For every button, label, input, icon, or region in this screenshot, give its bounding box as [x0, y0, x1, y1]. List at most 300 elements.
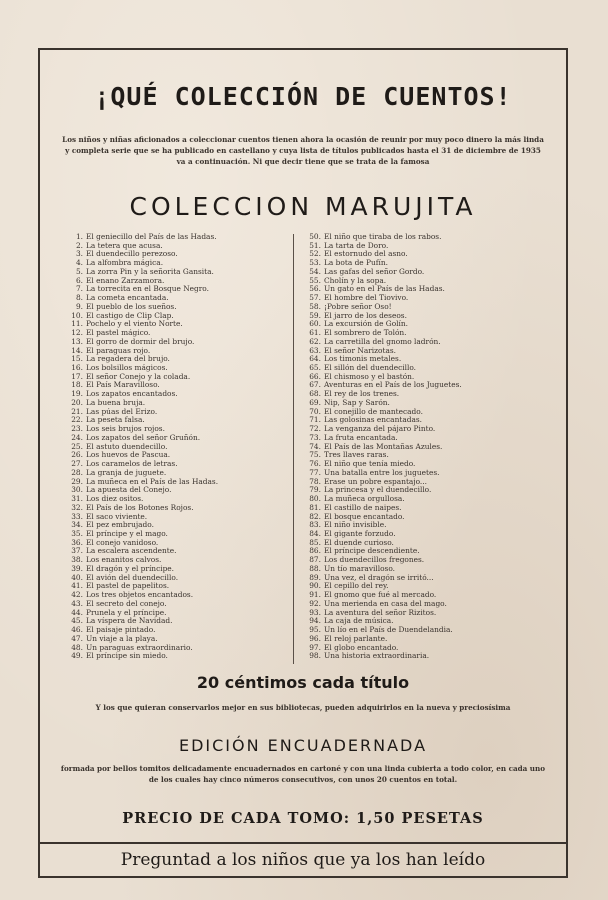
title-text: Los zapatos encantados.: [86, 390, 178, 399]
title-text: Un viaje a la playa.: [86, 634, 158, 643]
title-number: 73.: [309, 433, 321, 442]
list-item: [68, 399, 288, 408]
title-text: El gnomo que fué al mercado.: [324, 591, 437, 600]
title-text: Una batalla entre los juguetes.: [324, 468, 440, 477]
title-number: 56.: [309, 285, 321, 294]
title-number: 63.: [309, 346, 321, 355]
title-number: 13.: [71, 337, 83, 346]
title-text: La regadera del brujo.: [86, 355, 170, 364]
list-item: [68, 521, 288, 530]
title-text: La alfombra mágica.: [86, 259, 164, 268]
title-text: El chismoso y el bastón.: [324, 372, 415, 381]
title-number: 19.: [71, 390, 83, 399]
title-number: 25.: [71, 442, 83, 451]
title-number: 72.: [309, 425, 321, 434]
list-item: [306, 539, 546, 548]
list-item: [68, 626, 288, 635]
title-text: Los caramelos de letras.: [86, 460, 178, 469]
title-text: El reloj parlante.: [324, 634, 388, 643]
list-item: [306, 312, 546, 321]
title-text: La cometa encantada.: [86, 294, 169, 303]
title-text: La torrecita en el Bosque Negro.: [86, 285, 209, 294]
title-text: La peseta falsa.: [86, 416, 145, 425]
title-text: Un tío maravilloso.: [324, 564, 396, 573]
title-number: 5.: [75, 267, 83, 276]
title-number: 45.: [71, 617, 83, 626]
title-number: 88.: [309, 564, 321, 573]
title-number: 97.: [309, 643, 321, 652]
bound-edition-note: Y los que quieran conservarlos mejor en sus bibliotecas, pueden adquirirlos en la nueva y preciosísima: [95, 703, 511, 712]
title-text: El astuto duendecillo.: [86, 442, 168, 451]
title-text: La tarta de Doro.: [324, 241, 389, 250]
list-item: [306, 399, 546, 408]
title-number: 40.: [71, 573, 83, 582]
title-number: 36.: [71, 538, 83, 547]
title-number: 77.: [309, 468, 321, 477]
title-text: La carretilla del gnomo ladrón.: [324, 337, 441, 346]
list-item: [306, 338, 546, 347]
list-item: [68, 285, 288, 294]
list-item: [306, 556, 546, 565]
title-text: Los seis brujos rojos.: [86, 425, 165, 434]
title-number: 95.: [309, 626, 321, 635]
footer-slogan: Preguntad a los niños que ya los han leído: [120, 850, 486, 870]
list-item: [68, 635, 288, 644]
titles-list-right: [306, 233, 546, 661]
list-item: [68, 312, 288, 321]
title-number: 14.: [71, 346, 83, 355]
bound-edition-title: EDICIÓN ENCUADERNADA: [178, 736, 428, 755]
title-text: La princesa y el duendecillo.: [324, 486, 432, 495]
list-item: [306, 652, 546, 661]
title-text: La zorra Pin y la señorita Gansita.: [86, 267, 214, 276]
title-text: El castillo de naipes.: [324, 503, 402, 512]
title-number: 21.: [71, 407, 83, 416]
list-item: [306, 486, 546, 495]
title-number: 55.: [309, 276, 321, 285]
title-text: El hombre del Tiovivo.: [324, 294, 409, 303]
title-text: Aventuras en el País de los Juguetes.: [324, 381, 462, 390]
title-text: Una historia extraordinaria.: [324, 652, 430, 661]
list-item: [306, 600, 546, 609]
column-divider: [293, 234, 294, 664]
list-item: [306, 390, 546, 399]
list-item: [68, 259, 288, 268]
title-number: 78.: [309, 477, 321, 486]
title-number: 52.: [309, 250, 321, 259]
title-number: 9.: [75, 302, 83, 311]
title-text: Tres llaves raras.: [324, 451, 389, 460]
title-text: Los duendecillos fregones.: [324, 556, 425, 565]
list-item: [68, 408, 288, 417]
list-item: [306, 268, 546, 277]
title-number: 43.: [71, 599, 83, 608]
title-text: El saco viviente.: [86, 512, 148, 521]
list-item: [68, 277, 288, 286]
title-text: El País de las Montañas Azules.: [324, 442, 443, 451]
title-text: El gigante forzudo.: [324, 529, 396, 538]
list-item: [68, 434, 288, 443]
title-text: El señor Conejo y la colada.: [86, 372, 191, 381]
title-text: Las gafas del señor Gordo.: [324, 267, 425, 276]
title-text: El conejo vanidoso.: [86, 538, 159, 547]
title-text: El paraguas rojo.: [86, 346, 151, 355]
title-number: 65.: [309, 364, 321, 373]
title-text: El pueblo de los sueños.: [86, 302, 177, 311]
title-text: Los timonis metales.: [324, 355, 402, 364]
title-number: 96.: [309, 634, 321, 643]
title-number: 49.: [71, 652, 83, 661]
list-item: [306, 443, 546, 452]
list-item: [68, 556, 288, 565]
title-number: 67.: [309, 381, 321, 390]
list-item: [68, 644, 288, 653]
list-item: [306, 416, 546, 425]
title-text: El País Maravilloso.: [86, 381, 160, 390]
list-item: [306, 451, 546, 460]
title-text: El pez embrujado.: [86, 521, 154, 530]
volume-price: PRECIO DE CADA TOMO: 1,50 PESETAS: [122, 810, 484, 827]
title-number: 51.: [309, 241, 321, 250]
title-number: 82.: [309, 512, 321, 521]
title-number: 24.: [71, 433, 83, 442]
list-item: [68, 460, 288, 469]
title-number: 10.: [71, 311, 83, 320]
title-text: Las golosinas encantadas.: [324, 416, 423, 425]
list-item: [68, 600, 288, 609]
title-number: 35.: [71, 529, 83, 538]
list-item: [68, 303, 288, 312]
title-number: 6.: [75, 276, 83, 285]
title-number: 15.: [71, 355, 83, 364]
title-number: 27.: [71, 460, 83, 469]
list-item: [68, 320, 288, 329]
title-number: 87.: [309, 556, 321, 565]
title-text: El sombrero de Tolón.: [324, 329, 407, 338]
list-item: [306, 425, 546, 434]
title-text: El duende curioso.: [324, 538, 394, 547]
title-number: 32.: [71, 503, 83, 512]
title-number: 59.: [309, 311, 321, 320]
list-item: [306, 294, 546, 303]
list-item: [306, 478, 546, 487]
list-item: [68, 355, 288, 364]
title-text: El bosque encantado.: [324, 512, 405, 521]
list-item: [68, 582, 288, 591]
title-text: El príncipe y el mago.: [86, 529, 168, 538]
title-text: Las púas del Erizo.: [86, 407, 158, 416]
title-number: 66.: [309, 372, 321, 381]
title-text: Los bolsillos mágicos.: [86, 364, 168, 373]
title-text: La fruta encantada.: [324, 433, 398, 442]
title-number: 46.: [71, 626, 83, 635]
title-number: 42.: [71, 591, 83, 600]
title-number: 16.: [71, 364, 83, 373]
title-text: El niño que tenía miedo.: [324, 460, 416, 469]
list-item: [68, 294, 288, 303]
headline: ¡QUÉ COLECCIÓN DE CUENTOS!: [94, 82, 512, 111]
title-number: 69.: [309, 398, 321, 407]
title-number: 98.: [309, 652, 321, 661]
title-number: 2.: [75, 241, 83, 250]
title-number: 75.: [309, 451, 321, 460]
title-text: Un gato en el País de las Hadas.: [324, 285, 445, 294]
title-number: 93.: [309, 608, 321, 617]
title-text: El gorro de dormir del brujo.: [86, 337, 195, 346]
title-text: El estornudo del asno.: [324, 250, 408, 259]
list-item: [68, 574, 288, 583]
title-number: 70.: [309, 407, 321, 416]
title-number: 38.: [71, 556, 83, 565]
title-text: Los diez ositos.: [86, 495, 144, 504]
list-item: [68, 565, 288, 574]
title-text: El pastel de papelitos.: [86, 582, 170, 591]
title-number: 8.: [75, 294, 83, 303]
title-text: Los tres objetos encantados.: [86, 591, 194, 600]
list-item: [306, 609, 546, 618]
list-item: [306, 250, 546, 259]
title-text: El señor Narizotas.: [324, 346, 396, 355]
title-text: El enano Zarzamora.: [86, 276, 165, 285]
title-number: 26.: [71, 451, 83, 460]
list-item: [68, 451, 288, 460]
list-item: [68, 329, 288, 338]
title-number: 58.: [309, 302, 321, 311]
list-item: [306, 355, 546, 364]
title-number: 4.: [75, 259, 83, 268]
title-number: 23.: [71, 425, 83, 434]
title-number: 71.: [309, 416, 321, 425]
list-item: [68, 425, 288, 434]
list-item: [68, 373, 288, 382]
list-item: [68, 469, 288, 478]
title-text: Una merienda en casa del mago.: [324, 599, 447, 608]
title-text: El rey de los trenes.: [324, 390, 400, 399]
title-text: El dragón y el príncipe.: [86, 564, 175, 573]
list-item: [306, 469, 546, 478]
collection-title: COLECCION MARUJITA: [129, 192, 477, 221]
title-text: La caja de música.: [324, 617, 394, 626]
title-number: 57.: [309, 294, 321, 303]
title-text: Un paraguas extraordinario.: [86, 643, 193, 652]
title-number: 11.: [71, 320, 83, 329]
list-item: [306, 329, 546, 338]
list-item: [68, 495, 288, 504]
title-number: 17.: [71, 372, 83, 381]
list-item: [306, 635, 546, 644]
title-text: El príncipe sin miedo.: [86, 652, 168, 661]
title-number: 86.: [309, 547, 321, 556]
title-number: 83.: [309, 521, 321, 530]
list-item: [68, 539, 288, 548]
title-number: 33.: [71, 512, 83, 521]
title-text: La escalera ascendente.: [86, 547, 177, 556]
list-item: [68, 609, 288, 618]
list-item: [306, 504, 546, 513]
title-number: 94.: [309, 617, 321, 626]
list-item: [306, 408, 546, 417]
title-text: La aventura del señor Rizitos.: [324, 608, 437, 617]
title-number: 48.: [71, 643, 83, 652]
title-number: 50.: [309, 233, 321, 241]
title-number: 3.: [75, 250, 83, 259]
title-number: 41.: [71, 582, 83, 591]
title-text: Nip, Sap y Sarón.: [324, 398, 390, 407]
title-text: El secreto del conejo.: [86, 599, 167, 608]
title-text: El niño que tiraba de los rabos.: [324, 233, 442, 241]
list-item: [68, 242, 288, 251]
list-item: [68, 347, 288, 356]
title-number: 37.: [71, 547, 83, 556]
title-number: 80.: [309, 495, 321, 504]
list-item: [306, 347, 546, 356]
list-item: [68, 504, 288, 513]
list-item: [68, 381, 288, 390]
title-text: La granja de juguete.: [86, 468, 167, 477]
title-text: La venganza del pájaro Pinto.: [324, 425, 436, 434]
list-item: [306, 644, 546, 653]
title-number: 74.: [309, 442, 321, 451]
title-text: El paisaje pintado.: [86, 626, 156, 635]
list-item: [68, 478, 288, 487]
title-number: 31.: [71, 495, 83, 504]
title-number: 47.: [71, 634, 83, 643]
list-item: [306, 381, 546, 390]
title-number: 61.: [309, 329, 321, 338]
title-text: El sillón del duendecillo.: [324, 364, 416, 373]
title-text: El globo encantado.: [324, 643, 399, 652]
title-text: La buena bruja.: [86, 398, 146, 407]
title-text: El castigo de Clip Clap.: [86, 311, 174, 320]
title-text: ¡Pobre señor Oso!: [324, 302, 392, 311]
title-number: 28.: [71, 468, 83, 477]
list-item: [68, 617, 288, 626]
title-text: El País de los Botones Rojos.: [86, 503, 194, 512]
title-text: El cepillo del rey.: [324, 582, 389, 591]
title-number: 34.: [71, 521, 83, 530]
list-item: [68, 486, 288, 495]
title-number: 92.: [309, 599, 321, 608]
title-text: La muñeca orgullosa.: [324, 495, 405, 504]
list-item: [306, 460, 546, 469]
list-item: [68, 364, 288, 373]
list-item: [306, 626, 546, 635]
list-item: [68, 591, 288, 600]
title-text: Los enanitos calvos.: [86, 556, 162, 565]
title-text: El avión del duendecillo.: [86, 573, 179, 582]
list-item: [306, 277, 546, 286]
list-item: [306, 373, 546, 382]
title-text: La apuesta del Conejo.: [86, 486, 172, 495]
title-number: 64.: [309, 355, 321, 364]
titles-list-left: [68, 233, 288, 661]
title-number: 7.: [75, 285, 83, 294]
list-item: [306, 582, 546, 591]
list-item: [68, 416, 288, 425]
title-text: Prunela y el príncipe.: [86, 608, 167, 617]
title-text: Un lío en el País de Duendelandia.: [324, 626, 453, 635]
title-number: 18.: [71, 381, 83, 390]
title-number: 60.: [309, 320, 321, 329]
list-item: [68, 652, 288, 661]
list-item: [68, 530, 288, 539]
title-number: 39.: [71, 564, 83, 573]
title-number: 89.: [309, 573, 321, 582]
list-item: [306, 530, 546, 539]
title-number: 20.: [71, 398, 83, 407]
list-item: [306, 364, 546, 373]
title-text: La excursión de Golín.: [324, 320, 408, 329]
list-item: [306, 574, 546, 583]
title-number: 90.: [309, 582, 321, 591]
title-text: El geniecillo del País de las Hadas.: [86, 233, 217, 241]
list-item: [306, 617, 546, 626]
title-text: La víspera de Navidad.: [86, 617, 173, 626]
title-number: 62.: [309, 337, 321, 346]
list-item: [306, 320, 546, 329]
title-text: Érase un pobre espantajo...: [324, 477, 427, 486]
title-text: Cholín y la sopa.: [324, 276, 387, 285]
list-item: [306, 303, 546, 312]
title-number: 91.: [309, 591, 321, 600]
title-number: 44.: [71, 608, 83, 617]
list-item: [306, 521, 546, 530]
title-number: 12.: [71, 329, 83, 338]
list-item: [306, 434, 546, 443]
title-number: 29.: [71, 477, 83, 486]
title-text: El conejillo de mantecado.: [324, 407, 423, 416]
title-text: El pastel mágico.: [86, 329, 151, 338]
list-item: [306, 285, 546, 294]
footer-divider: [38, 842, 568, 844]
list-item: [306, 495, 546, 504]
list-item: [68, 250, 288, 259]
bound-edition-description: formada por bellos tomitos delicadamente encuadernados en cartoné y con una linda cubierta a todo color, en cada uno de los cuales hay cinco números consecutivos, con unos 20 cuentos en total.: [60, 764, 546, 784]
list-item: [306, 233, 546, 242]
title-text: Una vez, el dragón se irritó...: [324, 573, 434, 582]
title-number: 1.: [75, 233, 83, 241]
title-text: La tetera que acusa.: [86, 241, 163, 250]
title-text: Los huevos de Pascua.: [86, 451, 171, 460]
title-number: 30.: [71, 486, 83, 495]
title-number: 79.: [309, 486, 321, 495]
list-item: [306, 591, 546, 600]
title-number: 85.: [309, 538, 321, 547]
list-item: [68, 268, 288, 277]
title-number: 84.: [309, 529, 321, 538]
title-number: 68.: [309, 390, 321, 399]
title-text: La muñeca en el País de las Hadas.: [86, 477, 219, 486]
list-item: [68, 233, 288, 242]
list-item: [306, 259, 546, 268]
list-item: [68, 443, 288, 452]
title-number: 76.: [309, 460, 321, 469]
title-text: Pochelo y el viento Norte.: [86, 320, 183, 329]
title-text: El duendecillo perezoso.: [86, 250, 178, 259]
title-text: Los zapatos del señor Gruñón.: [86, 433, 201, 442]
list-item: [306, 513, 546, 522]
price-per-title: 20 céntimos cada título: [196, 673, 410, 692]
intro-paragraph: Los niños y niñas aficionados a coleccionar cuentos tienen ahora la ocasión de reunir por muy poco dinero la más linda y completa serie que se ha publicado en castellano y cuya lista de títulos publicados hasta el 31 de diciembre de 1935 va a continuación. Ni que decir tiene que se trata de la famosa: [62, 135, 544, 166]
title-text: El jarro de los deseos.: [324, 311, 407, 320]
title-number: 81.: [309, 503, 321, 512]
title-text: El príncipe descendiente.: [324, 547, 420, 556]
title-number: 53.: [309, 259, 321, 268]
list-item: [68, 513, 288, 522]
list-item: [306, 547, 546, 556]
title-text: La bota de Pufín.: [324, 259, 388, 268]
list-item: [68, 547, 288, 556]
